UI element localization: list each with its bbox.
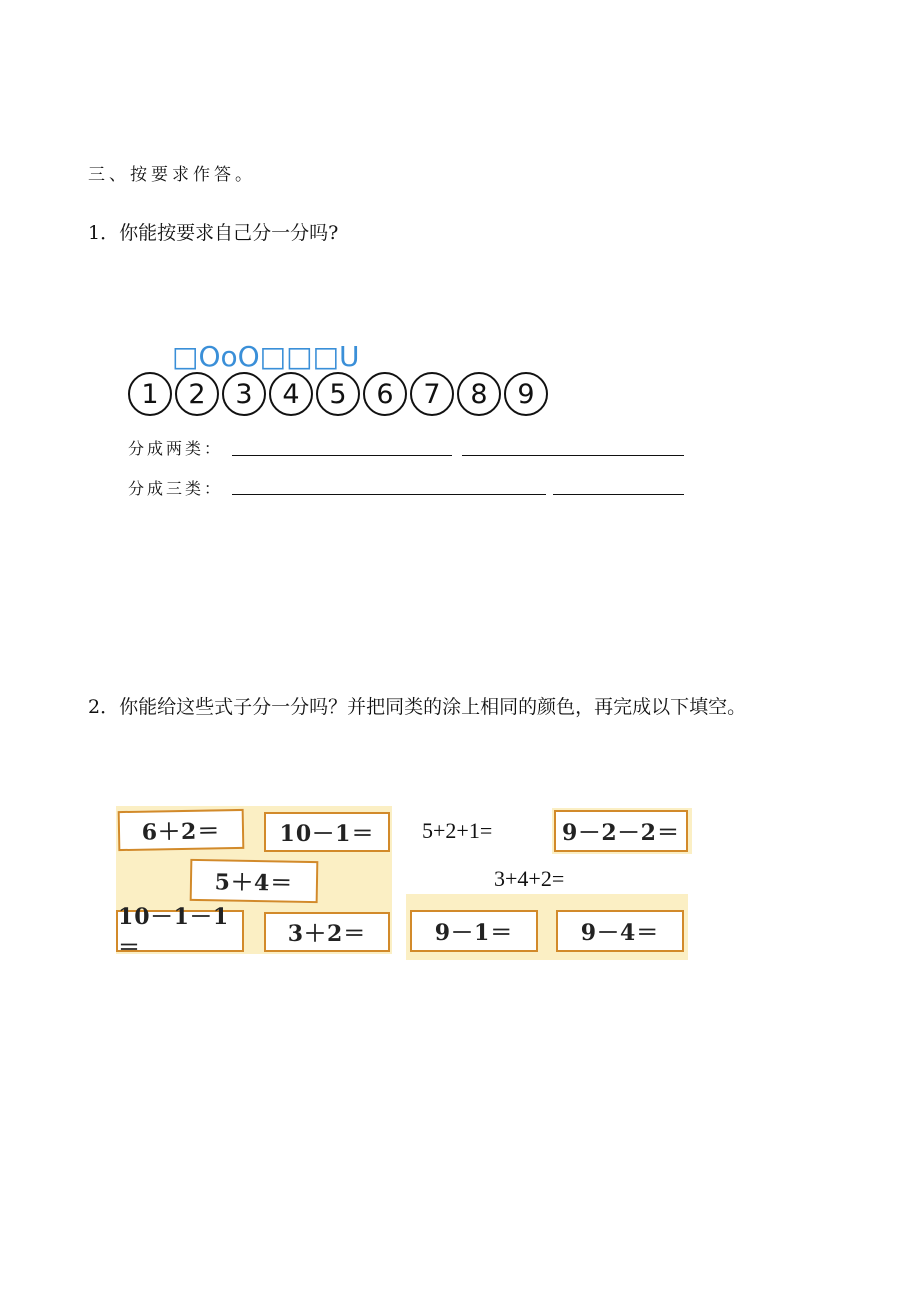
circled-number: 8 xyxy=(457,372,501,416)
circled-number: 3 xyxy=(222,372,266,416)
three-groups-label: 分成三类： xyxy=(128,479,224,498)
equation-card: 5＋4＝ xyxy=(190,859,319,903)
section-title: 三、按要求作答。 xyxy=(88,165,256,185)
equation-card: 9－4＝ xyxy=(556,910,684,952)
circled-number: 4 xyxy=(269,372,313,416)
equation-card: 9－2－2＝ xyxy=(554,810,688,852)
circled-number: 6 xyxy=(363,372,407,416)
equation-card: 10－1－1＝ xyxy=(116,910,244,952)
answer-blank[interactable] xyxy=(232,494,374,495)
circled-number: 2 xyxy=(175,372,219,416)
garbled-text: □OoO□□□U xyxy=(172,340,360,373)
circled-number: 7 xyxy=(410,372,454,416)
circled-number: 5 xyxy=(316,372,360,416)
equation-card: 10－1＝ xyxy=(264,812,390,852)
circled-number: 1 xyxy=(128,372,172,416)
equation-card: 3＋2＝ xyxy=(264,912,390,952)
equation-card: 6＋2＝ xyxy=(118,809,245,851)
plain-equation: 3+4+2= xyxy=(494,866,565,891)
two-groups-label: 分成两类： xyxy=(128,439,224,458)
circled-numbers xyxy=(128,372,548,416)
plain-equation: 5+2+1= xyxy=(422,818,493,843)
equation-card: 9－1＝ xyxy=(410,910,538,952)
circled-number: 9 xyxy=(504,372,548,416)
question-2-prompt: 2．你能给这些式子分一分吗？并把同类的涂上相同的颜色，再完成以下填空。 xyxy=(88,696,747,718)
answer-blank[interactable] xyxy=(462,455,684,456)
question-1-prompt: 1．你能按要求自己分一分吗? xyxy=(88,222,339,244)
answer-blank[interactable] xyxy=(374,494,546,495)
answer-blank[interactable] xyxy=(553,494,684,495)
answer-blank[interactable] xyxy=(232,455,452,456)
